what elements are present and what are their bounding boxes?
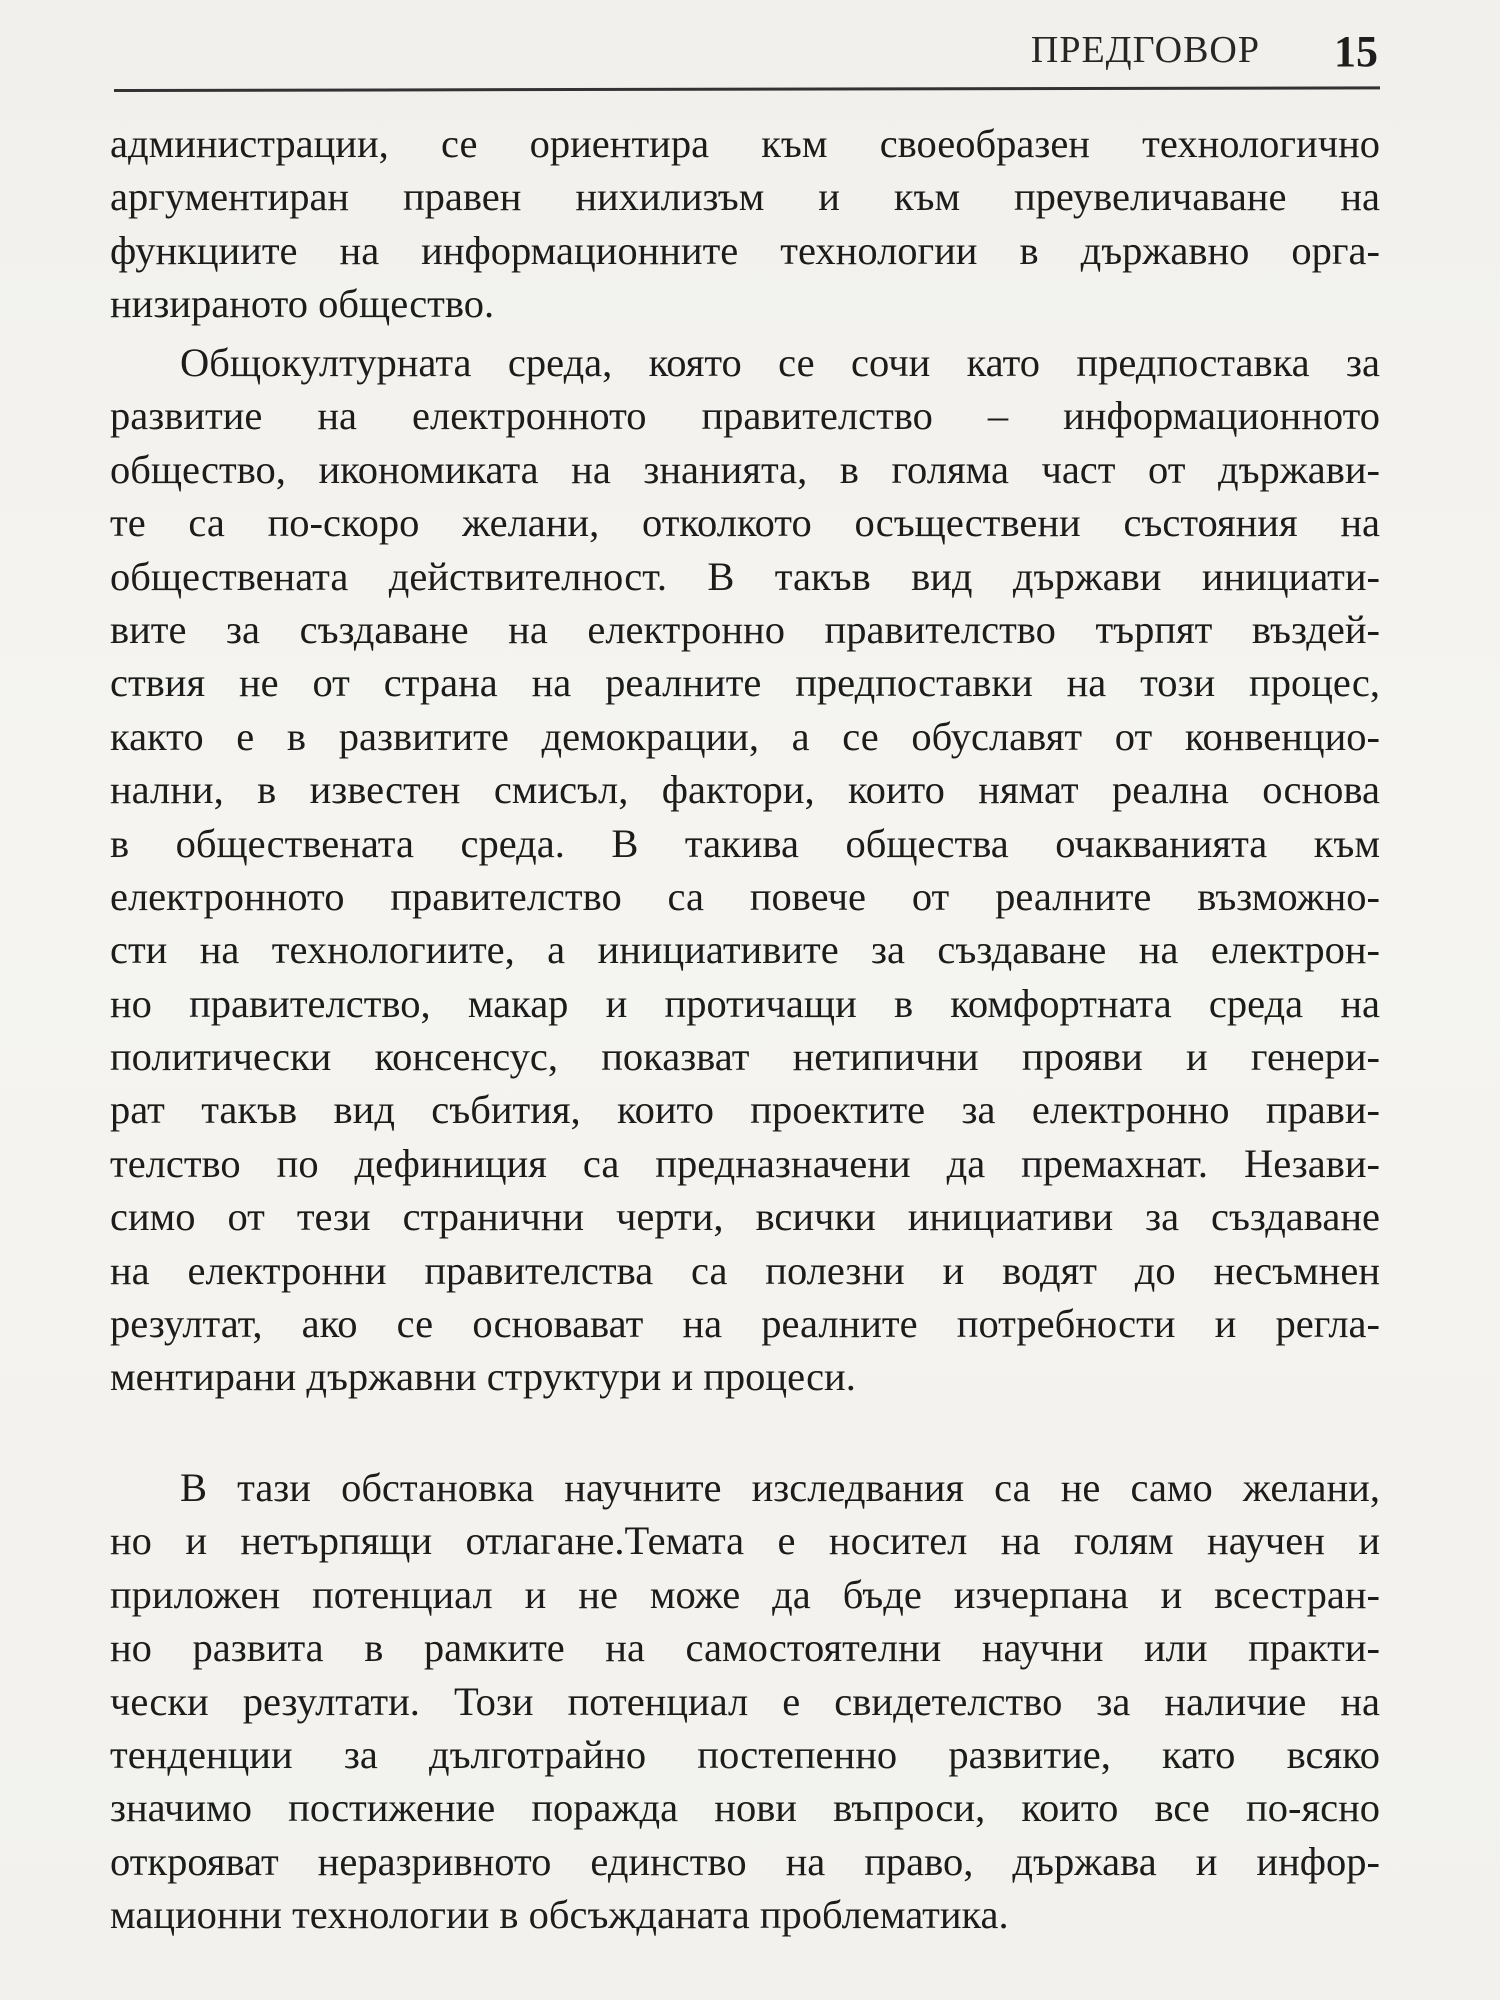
text-line: както е в развитите демокрации, а се обуславят от конвенцио-: [110, 713, 1380, 759]
text-line: тенденции за дълготрайно постепенно развитие, като всяко: [110, 1731, 1380, 1777]
text-line: на електронни правителства са полезни и водят до несъмнен: [110, 1247, 1380, 1293]
text-line: функциите на информационните технологии в държавно орга-: [110, 227, 1380, 273]
text-line: телство по дефиниция са предназначени да премахнат. Незави-: [110, 1140, 1380, 1186]
running-header: [114, 22, 1378, 92]
paragraph-1: [110, 117, 1380, 331]
text-line: в обществената среда. В такива общества очакванията към: [110, 820, 1380, 866]
running-title: ПРЕДГОВОР: [1030, 29, 1260, 71]
text-line: симо от тези странични черти, всички инициативи за създаване: [110, 1194, 1380, 1240]
text-line: низираното общество.: [110, 281, 495, 327]
text-line: нални, в известен смисъл, фактори, които нямат реална основа: [110, 767, 1380, 813]
text-line: електронното правителство са повече от реалните възможно-: [110, 873, 1380, 919]
text-line: В тази обстановка научните изследвания са не само желани,: [180, 1465, 1380, 1510]
text-line: те са по-скоро желани, отколкото осъществени състояния на: [110, 500, 1380, 546]
page-number: 15: [1334, 27, 1378, 76]
text-line: рат такъв вид събития, които проектите за електронно прави-: [110, 1087, 1380, 1133]
text-line: значимо постижение поражда нови въпроси, които все по-ясно: [110, 1785, 1380, 1831]
text-line: открояват неразривното единство на право, държава и инфор-: [110, 1838, 1380, 1884]
text-line: резултат, ако се основават на реалните потребности и регла-: [110, 1301, 1380, 1347]
paragraph-2: [110, 336, 1380, 1404]
text-line: но и нетърпящи отлагане.Темата е носител на голям научен и: [110, 1518, 1380, 1564]
text-line: чески резултати. Този потенциал е свидетелство за наличие на: [110, 1678, 1380, 1724]
text-line: ментирани държавни структури и процеси.: [110, 1354, 856, 1400]
text-line: сти на технологиите, а инициативите за създаване на електрон-: [110, 927, 1380, 973]
paragraph-3: [110, 1461, 1380, 1942]
text-line: администрации, се ориентира към своеобразен технологично: [110, 121, 1380, 166]
text-line: но правителство, макар и протичащи в комфортната среда на: [110, 980, 1380, 1026]
text-line: приложен потенциал и не може да бъде изчерпана и всестран-: [110, 1571, 1380, 1617]
text-line: развитие на електронното правителство – информационното: [110, 393, 1380, 439]
text-line: но развита в рамките на самостоятелни научни или практи-: [110, 1625, 1380, 1671]
text-line: вите за създаване на електронно правителство търпят въздей-: [110, 606, 1380, 652]
text-line: мационни технологии в обсъжданата проблематика.: [110, 1892, 1009, 1938]
text-line: ствия не от страна на реалните предпоставки на този процес,: [110, 660, 1380, 706]
text-line: общество, икономиката на знанията, в голяма част от държави-: [110, 446, 1380, 492]
text-line: Общокултурната среда, която се сочи като предпоставка за: [180, 340, 1380, 385]
text-line: обществената действителност. В такъв вид държави инициати-: [110, 553, 1380, 599]
text-line: политически консенсус, показват нетипични прояви и генери-: [110, 1034, 1380, 1080]
text-line: аргументиран правен нихилизъм и към преувеличаване на: [110, 174, 1380, 220]
